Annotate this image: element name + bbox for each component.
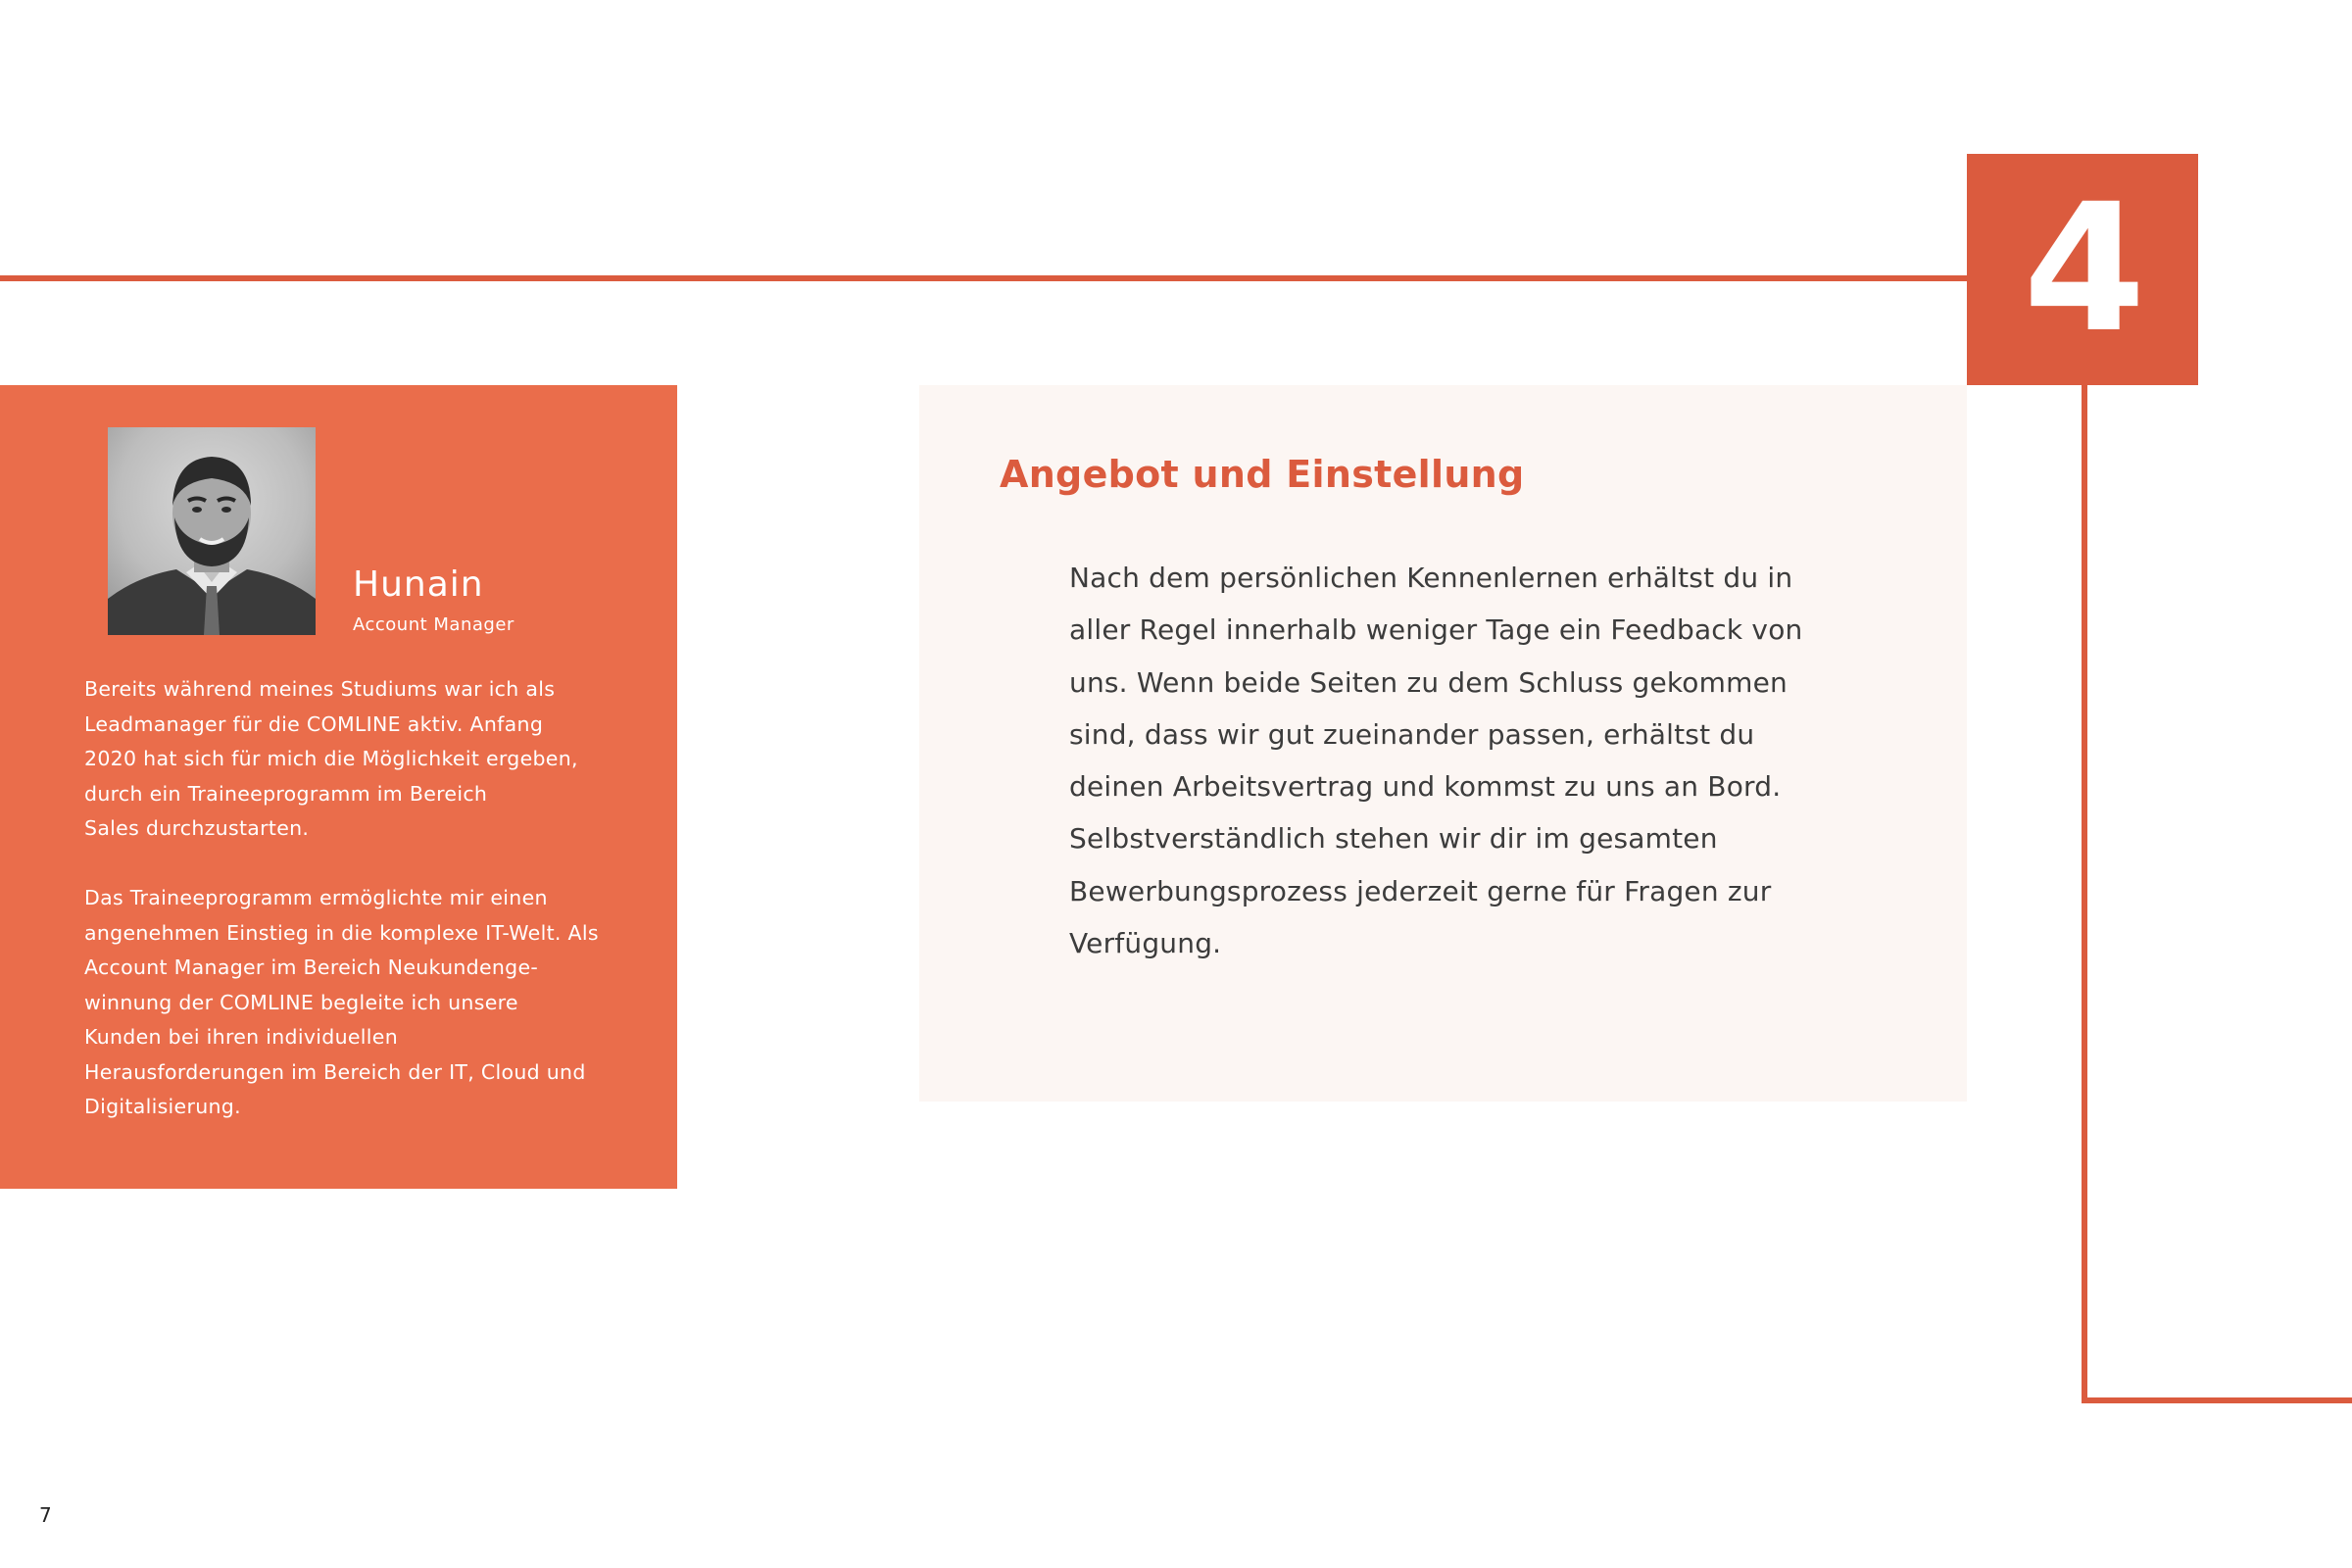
top-divider-line	[0, 275, 1970, 281]
step-number-badge	[1967, 154, 2198, 385]
employee-profile-card	[0, 385, 677, 1189]
page-number: 7	[39, 1503, 52, 1527]
profile-name: Hunain	[353, 564, 484, 605]
profile-role: Account Manager	[353, 614, 514, 635]
step-content-panel	[919, 385, 1967, 1102]
section-title: Angebot und Einstellung	[1000, 453, 1525, 496]
profile-bio-paragraph: Bereits während meines Studiums war ich als Leadmanager für die COMLINE aktiv. Anfang 2020 hat sich für mich die Möglichkeit ergeben, durch ein Traineeprogramm im Bereich Sales durchzustarten.	[84, 677, 578, 840]
step-number: 4	[2023, 167, 2142, 371]
vertical-divider-line	[2082, 385, 2087, 1403]
profile-bio	[84, 672, 633, 1125]
bottom-divider-line	[2082, 1397, 2352, 1403]
profile-bio-paragraph: Das Traineeprogramm ermöglichte mir einen angenehmen Einstieg in die komplexe IT-Welt. Als Account Manager im Bereich Neukundenge- winnung der COMLINE begleite ich unsere Kunden bei ihren individuellen Herausforderungen im Bereich der IT, Cloud und Digitalisierung.	[84, 886, 599, 1118]
section-body: Nach dem persönlichen Kennenlernen erhältst du in aller Regel innerhalb weniger Tage ein Feedback von uns. Wenn beide Seiten zu dem Schluss gekommen sind, dass wir gut zueinander passen, erhältst du deinen Arbeitsvertrag und kommst zu uns an Bord. Selbstverständlich stehen wir dir im gesamten Bewerbungsprozess jederzeit gerne für Fragen zur Verfügung.	[1069, 562, 1803, 960]
avatar	[108, 427, 316, 635]
portrait-image	[108, 427, 316, 635]
